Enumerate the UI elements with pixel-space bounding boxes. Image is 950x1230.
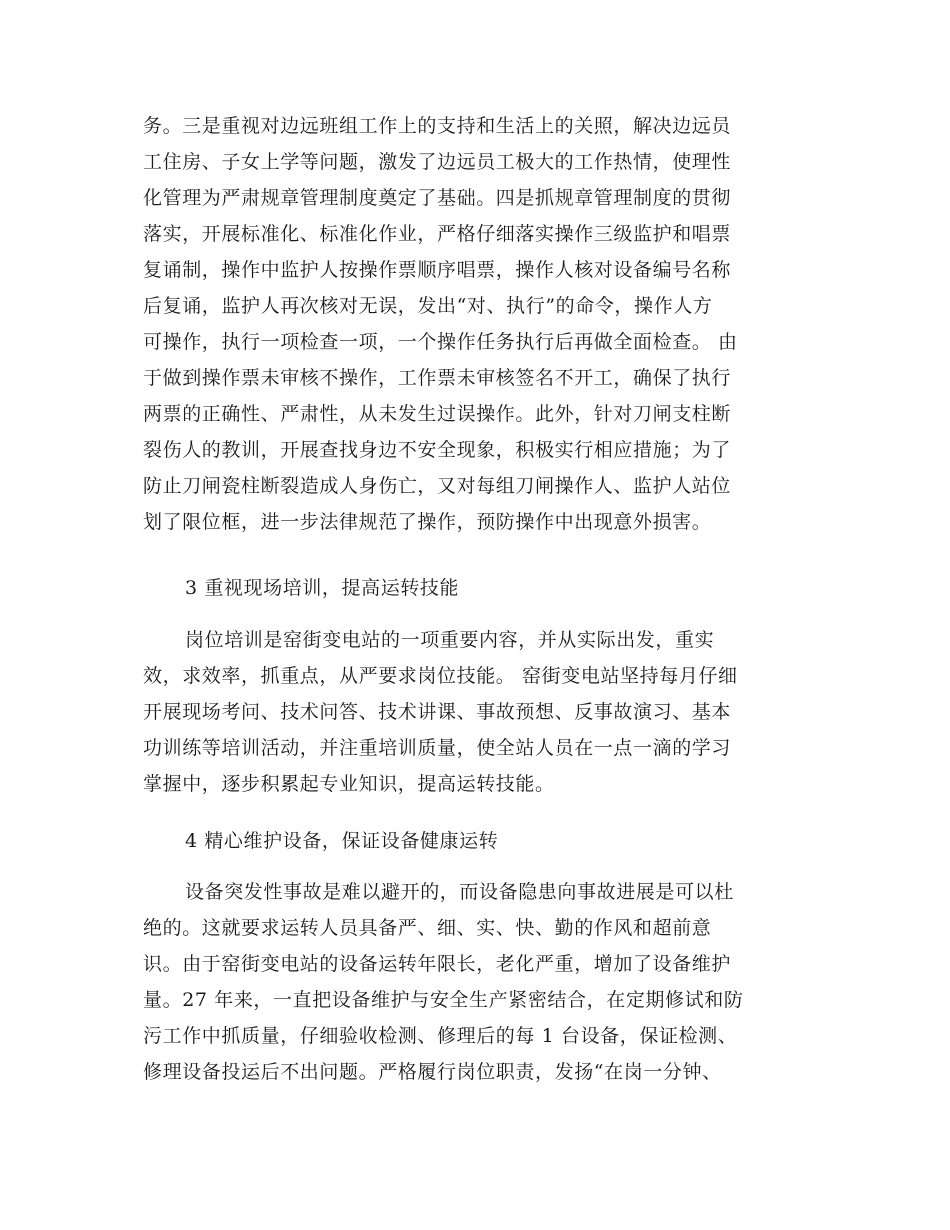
paragraph-line: 复诵制，操作中监护人按操作票顺序唱票，操作人核对设备编号名称 <box>143 259 732 281</box>
paragraph-line: 于做到操作票未审核不操作，工作票未审核签名不开工，确保了执行 <box>143 367 732 389</box>
paragraph-line: 绝的。这就要求运转人员具备严、细、实、快、勤的作风和超前意 <box>143 917 712 939</box>
paragraph-line: 务。三是重视对边远班组工作上的支持和生活上的关照，解决边远员 <box>143 115 732 137</box>
paragraph-line: 裂伤人的教训，开展查找身边不安全现象，积极实行相应措施；为了 <box>143 439 732 461</box>
section-heading: 4 精心维护设备，保证设备健康运转 <box>185 830 499 852</box>
paragraph-line: 防止刀闸瓷柱断裂造成人身伤亡，又对每组刀闸操作人、监护人站位 <box>143 475 732 497</box>
paragraph-line: 掌握中，逐步积累起专业知识，提高运转技能。 <box>143 773 555 795</box>
paragraph-line: 划了限位框，进一步法律规范了操作，预防操作中出现意外损害。 <box>143 511 712 533</box>
paragraph-line: 开展现场考问、技术问答、技术讲课、事故预想、反事故演习、基本 <box>143 701 732 723</box>
paragraph-line: 两票的正确性、严肃性，从未发生过误操作。此外，针对刀闸支柱断 <box>143 403 732 425</box>
paragraph-line: 可操作，执行一项检查一项，一个操作任务执行后再做全面检查。 由 <box>143 331 738 353</box>
paragraph-line: 效，求效率，抓重点，从严要求岗位技能。 窑街变电站坚持每月仔细 <box>143 665 738 687</box>
paragraph-line: 工住房、子女上学等问题，激发了边远员工极大的工作热情，使理性 <box>143 151 732 173</box>
paragraph-line: 量。27 年来，一直把设备维护与安全生产紧密结合，在定期修试和防 <box>143 989 744 1011</box>
paragraph-line: 化管理为严肃规章管理制度奠定了基础。四是抓规章管理制度的贯彻 <box>143 187 732 209</box>
paragraph-line: 后复诵，监护人再次核对无误，发出“对、执行”的命令，操作人方 <box>143 295 713 317</box>
paragraph-line: 岗位培训是窑街变电站的一项重要内容，并从实际出发，重实 <box>185 629 715 651</box>
section-heading: 3 重视现场培训，提高运转技能 <box>185 577 460 599</box>
paragraph-line: 修理设备投运后不出问题。严格履行岗位职责，发扬“在岗一分钟、 <box>143 1061 722 1083</box>
paragraph-line: 功训练等培训活动，并注重培训质量，使全站人员在一点一滴的学习 <box>143 737 732 759</box>
paragraph-line: 识。由于窑街变电站的设备运转年限长，老化严重，增加了设备维护 <box>143 953 732 975</box>
paragraph-line: 污工作中抓质量，仔细验收检测、修理后的每 1 台设备，保证检测、 <box>143 1025 738 1047</box>
paragraph-line: 设备突发性事故是难以避开的，而设备隐患向事故进展是可以杜 <box>185 881 734 903</box>
paragraph-line: 落实，开展标准化、标准化作业，严格仔细落实操作三级监护和唱票 <box>143 223 732 245</box>
